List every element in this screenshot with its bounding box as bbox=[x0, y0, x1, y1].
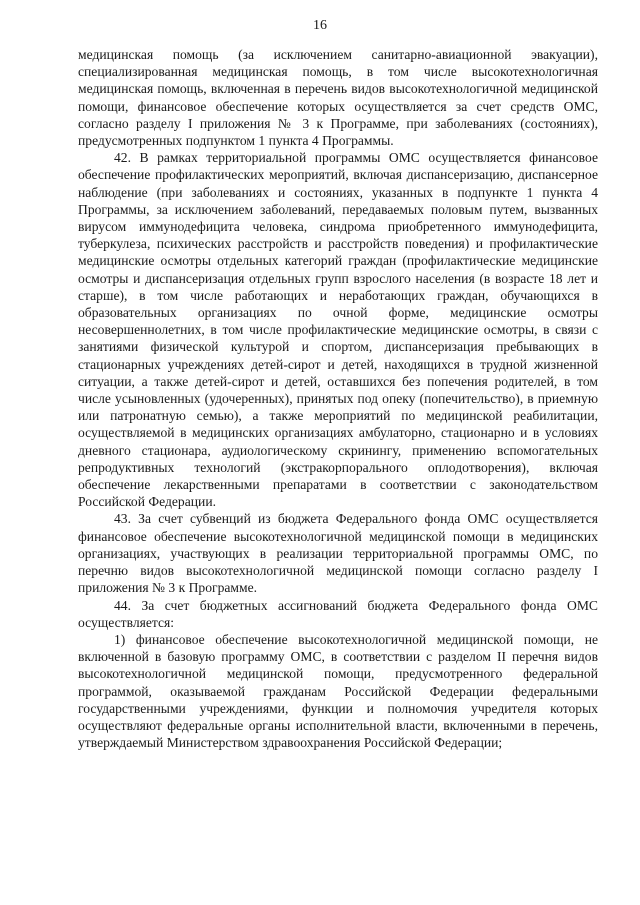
page-number: 16 bbox=[313, 18, 327, 33]
paragraph-42: 42. В рамках территориальной программы ОМС осуществляется финансовое обеспечение профилактических мероприятий, включая диспансеризацию, диспансерное наблюдение (при заболеваниях и состояниях, указанных в подпункте 1 пункта 4 Программы, за исключением заболеваний, передаваемых половым путем, вызванных вирусом иммунодефицита человека, синдрома приобретенного иммунодефицита, туберкулеза, психических расстройств и расстройств поведения) и профилактические медицинские осмотры отдельных категорий граждан (профилактические медицинские осмотры и диспансеризация отдельных групп взрослого населения (в возрасте 18 лет и старше), в том числе работающих и неработающих граждан, обучающихся в образовательных организациях по очной форме, медицинские осмотры несовершеннолетних, в том числе профилактические медицинские осмотры, в связи с занятиями физической культурой и спортом, диспансеризация пребывающих в стационарных учреждениях детей-сирот и детей, находящихся в трудной жизненной ситуации, а также детей-сирот и детей, оставшихся без попечения родителей, в том числе усыновленных (удочеренных), принятых под опеку (попечительство), в приемную или патронатную семью), а также мероприятий по медицинской реабилитации, осуществляемой в медицинских организациях амбулаторно, стационарно и в условиях дневного стационара, аудиологическому скринингу, применению вспомогательных репродуктивных технологий (экстракорпорального оплодотворения), включая обеспечение лекарственными препаратами в соответствии с законодательством Российской Федерации. bbox=[78, 150, 598, 510]
paragraph-44-item-1: 1) финансовое обеспечение высокотехнологичной медицинской помощи, не включенной в базовую программу ОМС, в соответствии с разделом II перечня видов высокотехнологичной медицинской помощи, предусмотренного федеральной программой, оказываемой гражданам Российской Федерации федеральными государственными учреждениями, функции и полномочия учредителя которых осуществляют федеральные органы исполнительной власти, включенными в перечень, утверждаемый Министерством здравоохранения Российской Федерации; bbox=[78, 631, 598, 751]
paragraph-43: 43. За счет субвенций из бюджета Федерального фонда ОМС осуществляется финансовое обеспечение высокотехнологичной медицинской помощи в медицинских организациях, участвующих в реализации территориальной программы ОМС, по перечню видов высокотехнологичной медицинской помощи согласно разделу I приложения № 3 к Программе. bbox=[78, 511, 598, 596]
paragraph-continuation: медицинская помощь (за исключением санитарно-авиационной эвакуации), специализированная медицинская помощь, в том числе высокотехнологичная медицинская помощь, включенная в перечень видов высокотехнологичной медицинской помощи, финансовое обеспечение которых осуществляется за счет средств ОМС, согласно разделу I приложения № 3 к Программе, при заболеваниях (состояниях), предусмотренных подпунктом 1 пункта 4 Программы. bbox=[78, 47, 598, 149]
document-body bbox=[78, 46, 598, 751]
paragraph-44: 44. За счет бюджетных ассигнований бюджета Федерального фонда ОМС осуществляется: bbox=[78, 597, 598, 630]
